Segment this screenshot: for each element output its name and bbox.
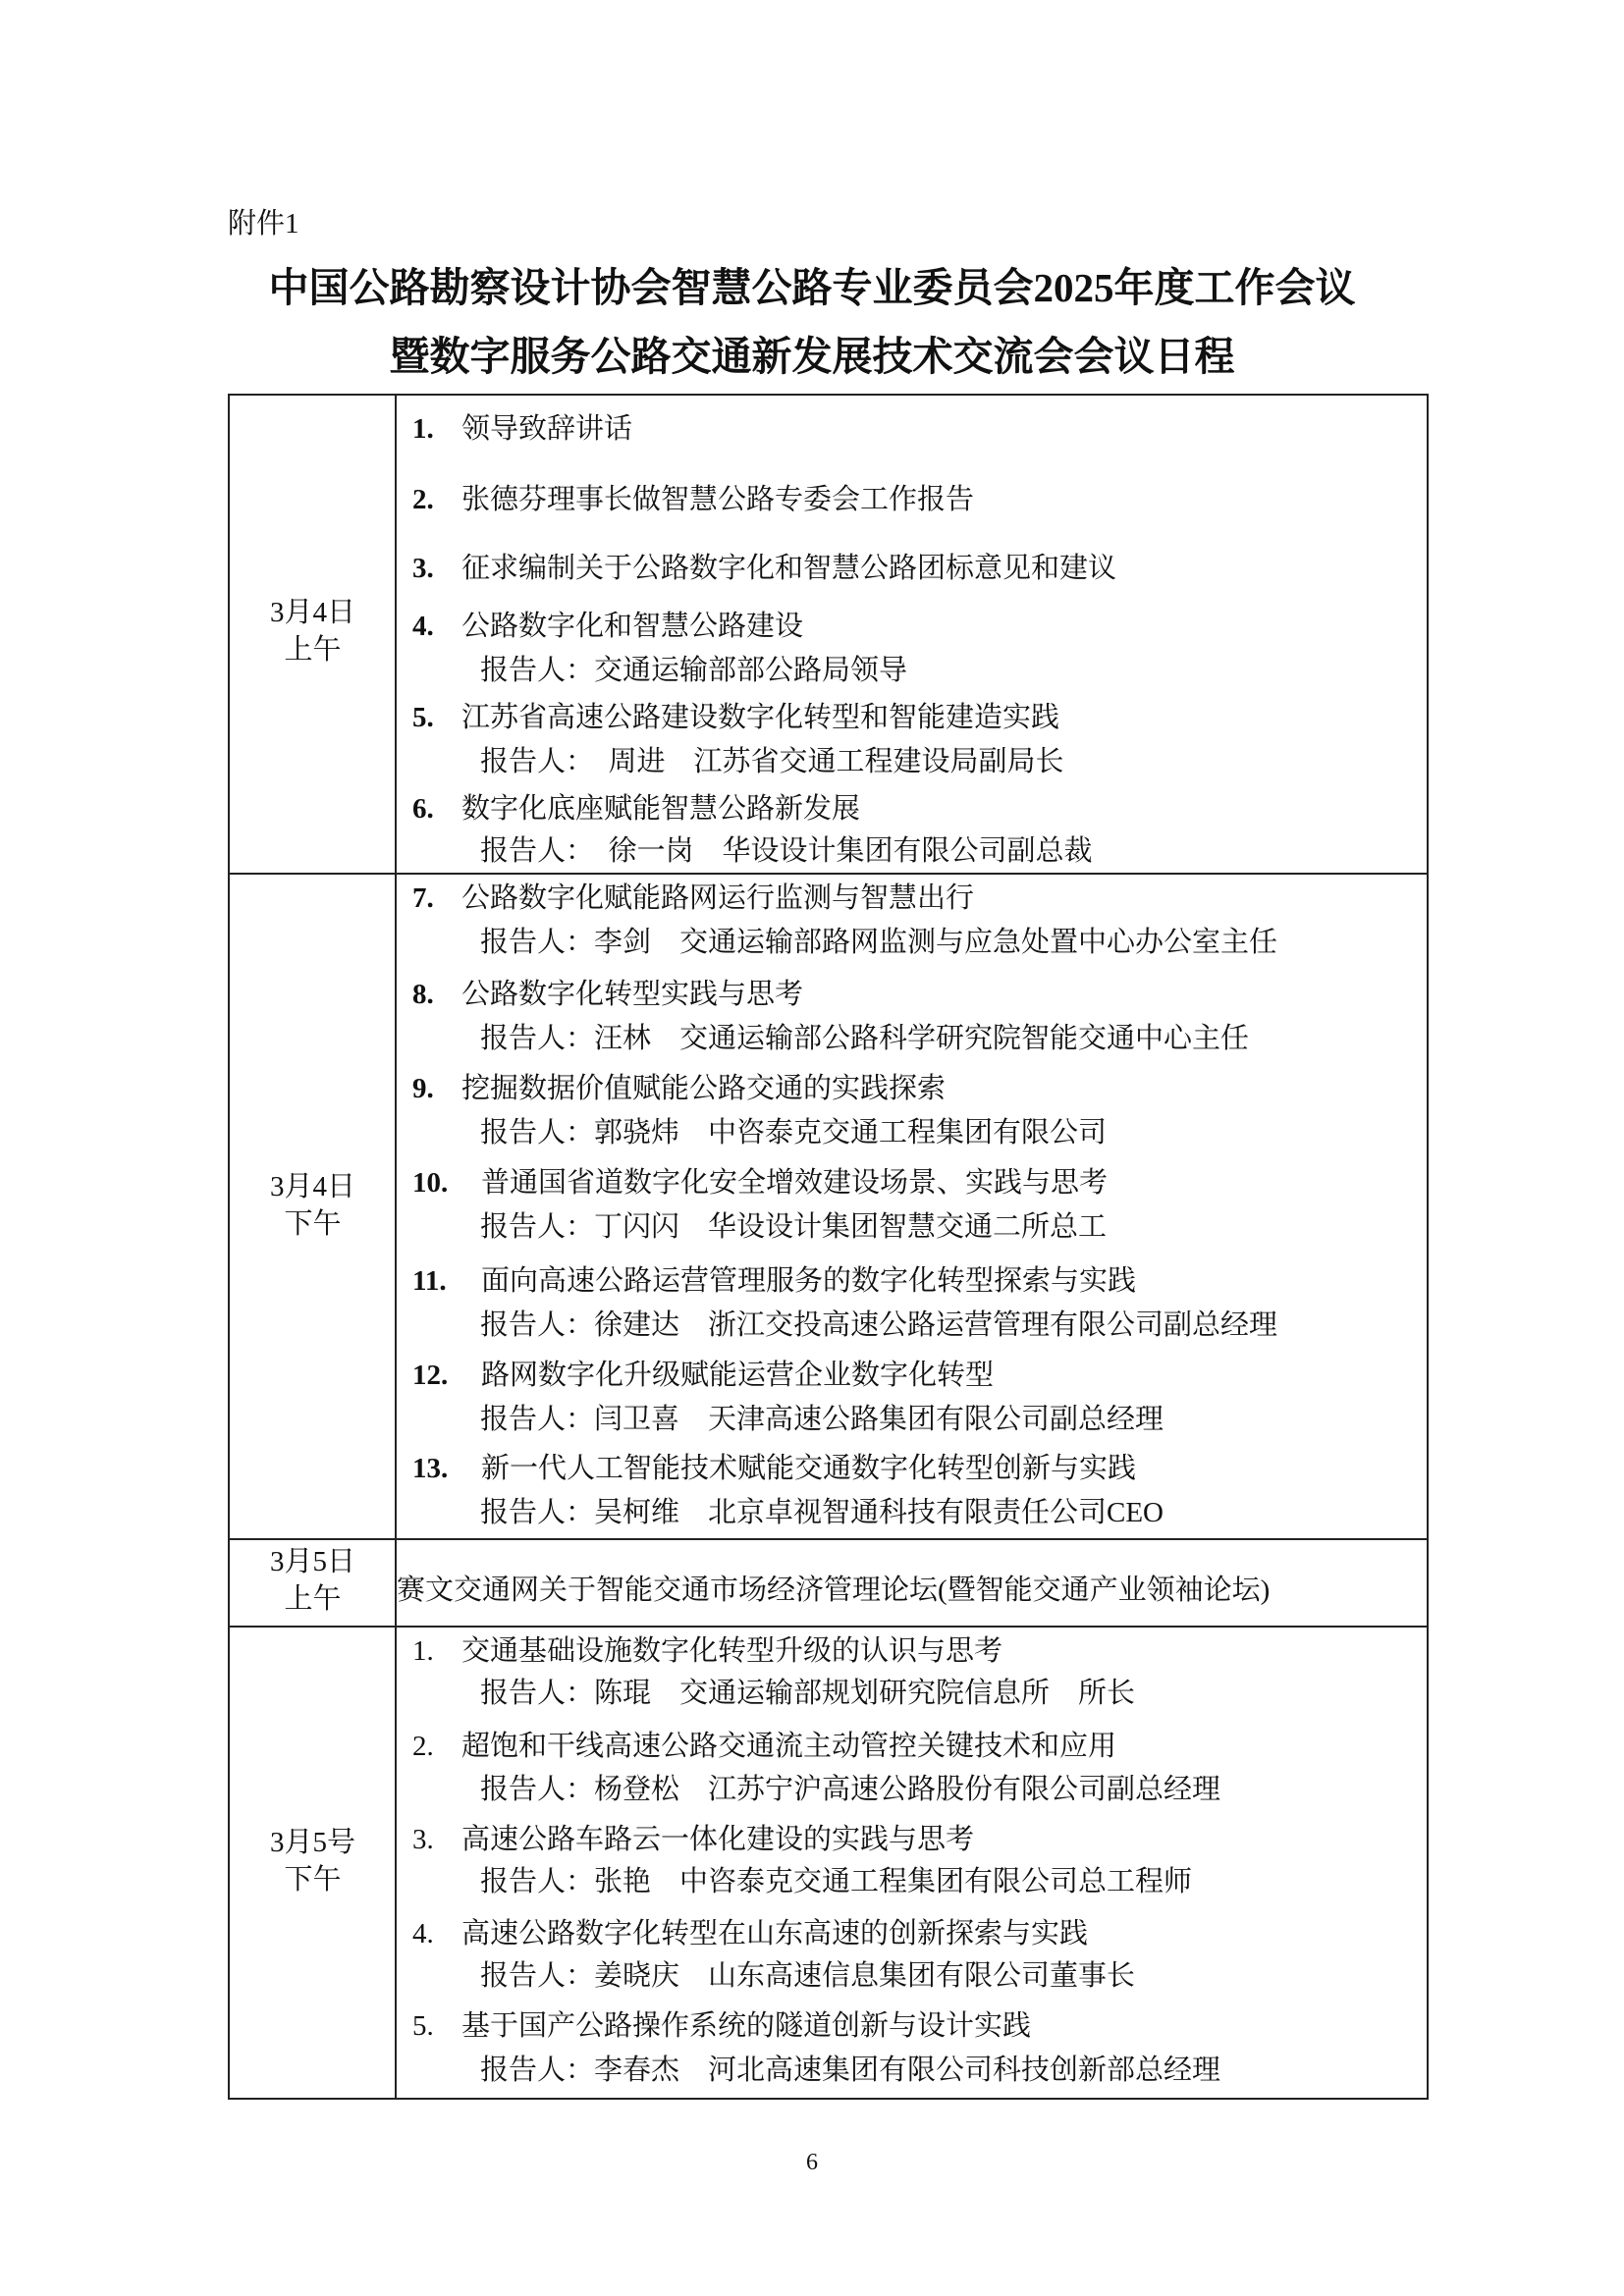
item-number: 5. bbox=[412, 702, 434, 733]
session-date bbox=[230, 594, 396, 668]
item-number: 1. bbox=[412, 413, 434, 445]
reporter: 报告人：李春杰 河北高速集团有限公司科技创新部总经理 bbox=[480, 2055, 1221, 2086]
period: 上午 bbox=[284, 1583, 342, 1615]
item-number: 2. bbox=[412, 1731, 434, 1762]
reporter: 报告人：张艳 中咨泰克交通工程集团有限公司总工程师 bbox=[480, 1866, 1193, 1897]
agenda-item bbox=[412, 1918, 1088, 1949]
document-title-line1: 中国公路勘察设计协会智慧公路专业委员会2025年度工作会议 bbox=[268, 265, 1356, 310]
item-number: 3. bbox=[412, 1824, 434, 1855]
item-title: 公路数字化转型实践与思考 bbox=[461, 979, 804, 1010]
reporter: 报告人：闫卫喜 天津高速公路集团有限公司副总经理 bbox=[480, 1404, 1164, 1435]
item-title: 基于国产公路操作系统的隧道创新与设计实践 bbox=[461, 2010, 1032, 2042]
item-title: 路网数字化升级赋能运营企业数字化转型 bbox=[481, 1360, 995, 1391]
period: 上午 bbox=[284, 634, 342, 666]
reporter: 报告人：汪林 交通运输部公路科学研究院智能交通中心主任 bbox=[480, 1023, 1250, 1054]
period: 下午 bbox=[284, 1864, 342, 1896]
item-number: 11. bbox=[412, 1265, 447, 1297]
reporter: 报告人：交通运输部部公路局领导 bbox=[480, 655, 908, 686]
item-title: 新一代人工智能技术赋能交通数字化转型创新与实践 bbox=[481, 1453, 1137, 1484]
item-number: 10. bbox=[412, 1167, 449, 1199]
agenda-item bbox=[412, 1453, 1136, 1484]
item-title: 高速公路车路云一体化建设的实践与思考 bbox=[461, 1824, 975, 1855]
item-title: 数字化底座赋能智慧公路新发展 bbox=[461, 793, 861, 825]
item-title: 征求编制关于公路数字化和智慧公路团标意见和建议 bbox=[461, 553, 1117, 584]
item-title: 挖掘数据价值赋能公路交通的实践探索 bbox=[461, 1073, 947, 1104]
reporter: 报告人：姜晓庆 山东高速信息集团有限公司董事长 bbox=[480, 1960, 1136, 1992]
reporter: 报告人： 周进 江苏省交通工程建设局副局长 bbox=[480, 746, 1064, 777]
item-number: 6. bbox=[412, 793, 434, 825]
agenda-item bbox=[412, 413, 632, 445]
item-title: 高速公路数字化转型在山东高速的创新探索与实践 bbox=[461, 1918, 1089, 1949]
table-border-top bbox=[228, 394, 1429, 396]
agenda-item bbox=[412, 1073, 946, 1104]
session-date bbox=[230, 1824, 396, 1898]
reporter: 报告人：丁闪闪 华设设计集团智慧交通二所总工 bbox=[480, 1211, 1108, 1243]
period: 下午 bbox=[284, 1208, 342, 1240]
table-border-right bbox=[1427, 394, 1429, 2100]
date: 3月4日 bbox=[269, 1171, 355, 1202]
agenda-item bbox=[412, 979, 803, 1010]
item-title: 超饱和干线高速公路交通流主动管控关键技术和应用 bbox=[461, 1731, 1117, 1762]
forum-title: 赛文交通网关于智能交通市场经济管理论坛(暨智能交通产业领袖论坛) bbox=[397, 1575, 1271, 1606]
agenda-item bbox=[412, 1635, 1002, 1667]
reporter: 报告人：徐建达 浙江交投高速公路运营管理有限公司副总经理 bbox=[480, 1309, 1278, 1341]
item-number: 9. bbox=[412, 1073, 434, 1104]
agenda-item bbox=[412, 611, 803, 642]
agenda-item bbox=[412, 702, 1059, 733]
item-title: 张德芬理事长做智慧公路专委会工作报告 bbox=[461, 484, 975, 515]
agenda-item bbox=[412, 882, 974, 914]
date: 3月4日 bbox=[269, 597, 355, 628]
agenda-item bbox=[412, 793, 860, 825]
item-number: 3. bbox=[412, 553, 434, 584]
agenda-item bbox=[412, 1360, 994, 1391]
document-title-line2: 暨数字服务公路交通新发展技术交流会会议日程 bbox=[389, 334, 1235, 379]
agenda-item bbox=[412, 1167, 1108, 1199]
reporter: 报告人： 徐一岗 华设设计集团有限公司副总裁 bbox=[480, 835, 1093, 867]
agenda-item bbox=[412, 1824, 974, 1855]
attachment-label: 附件1 bbox=[228, 208, 299, 240]
row-divider bbox=[228, 1538, 1429, 1540]
item-title: 公路数字化赋能路网运行监测与智慧出行 bbox=[461, 882, 975, 914]
page-number: 6 bbox=[806, 2150, 818, 2175]
date: 3月5号 bbox=[269, 1827, 355, 1858]
item-title: 交通基础设施数字化转型升级的认识与思考 bbox=[461, 1635, 1003, 1667]
item-number: 4. bbox=[412, 1918, 434, 1949]
item-number: 4. bbox=[412, 611, 434, 642]
item-number: 1. bbox=[412, 1635, 434, 1667]
item-number: 13. bbox=[412, 1453, 449, 1484]
row-divider bbox=[228, 1626, 1429, 1628]
reporter: 报告人：李剑 交通运输部路网监测与应急处置中心办公室主任 bbox=[480, 927, 1278, 958]
item-number: 2. bbox=[412, 484, 434, 515]
agenda-item bbox=[412, 1265, 1136, 1297]
session-date bbox=[230, 1543, 396, 1618]
item-title: 江苏省高速公路建设数字化转型和智能建造实践 bbox=[461, 702, 1060, 733]
reporter: 报告人：郭骁炜 中咨泰克交通工程集团有限公司 bbox=[480, 1117, 1108, 1148]
agenda-item bbox=[412, 484, 974, 515]
table-border-bottom bbox=[228, 2098, 1429, 2100]
item-title: 普通国省道数字化安全增效建设场景、实践与思考 bbox=[481, 1167, 1109, 1199]
item-title: 面向高速公路运营管理服务的数字化转型探索与实践 bbox=[481, 1265, 1137, 1297]
reporter: 报告人：吴柯维 北京卓视智通科技有限责任公司CEO bbox=[480, 1497, 1164, 1528]
item-number: 12. bbox=[412, 1360, 449, 1391]
reporter: 报告人：陈琨 交通运输部规划研究院信息所 所长 bbox=[480, 1678, 1136, 1709]
date: 3月5日 bbox=[269, 1546, 355, 1577]
agenda-item bbox=[412, 1731, 1116, 1762]
agenda-item bbox=[412, 2010, 1031, 2042]
row-divider bbox=[228, 873, 1429, 875]
agenda-item bbox=[412, 553, 1116, 584]
session-date bbox=[230, 1168, 396, 1243]
item-title: 公路数字化和智慧公路建设 bbox=[461, 611, 804, 642]
item-number: 5. bbox=[412, 2010, 434, 2042]
reporter: 报告人：杨登松 江苏宁沪高速公路股份有限公司副总经理 bbox=[480, 1774, 1221, 1805]
item-number: 7. bbox=[412, 882, 434, 914]
item-number: 8. bbox=[412, 979, 434, 1010]
item-title: 领导致辞讲话 bbox=[461, 413, 633, 445]
